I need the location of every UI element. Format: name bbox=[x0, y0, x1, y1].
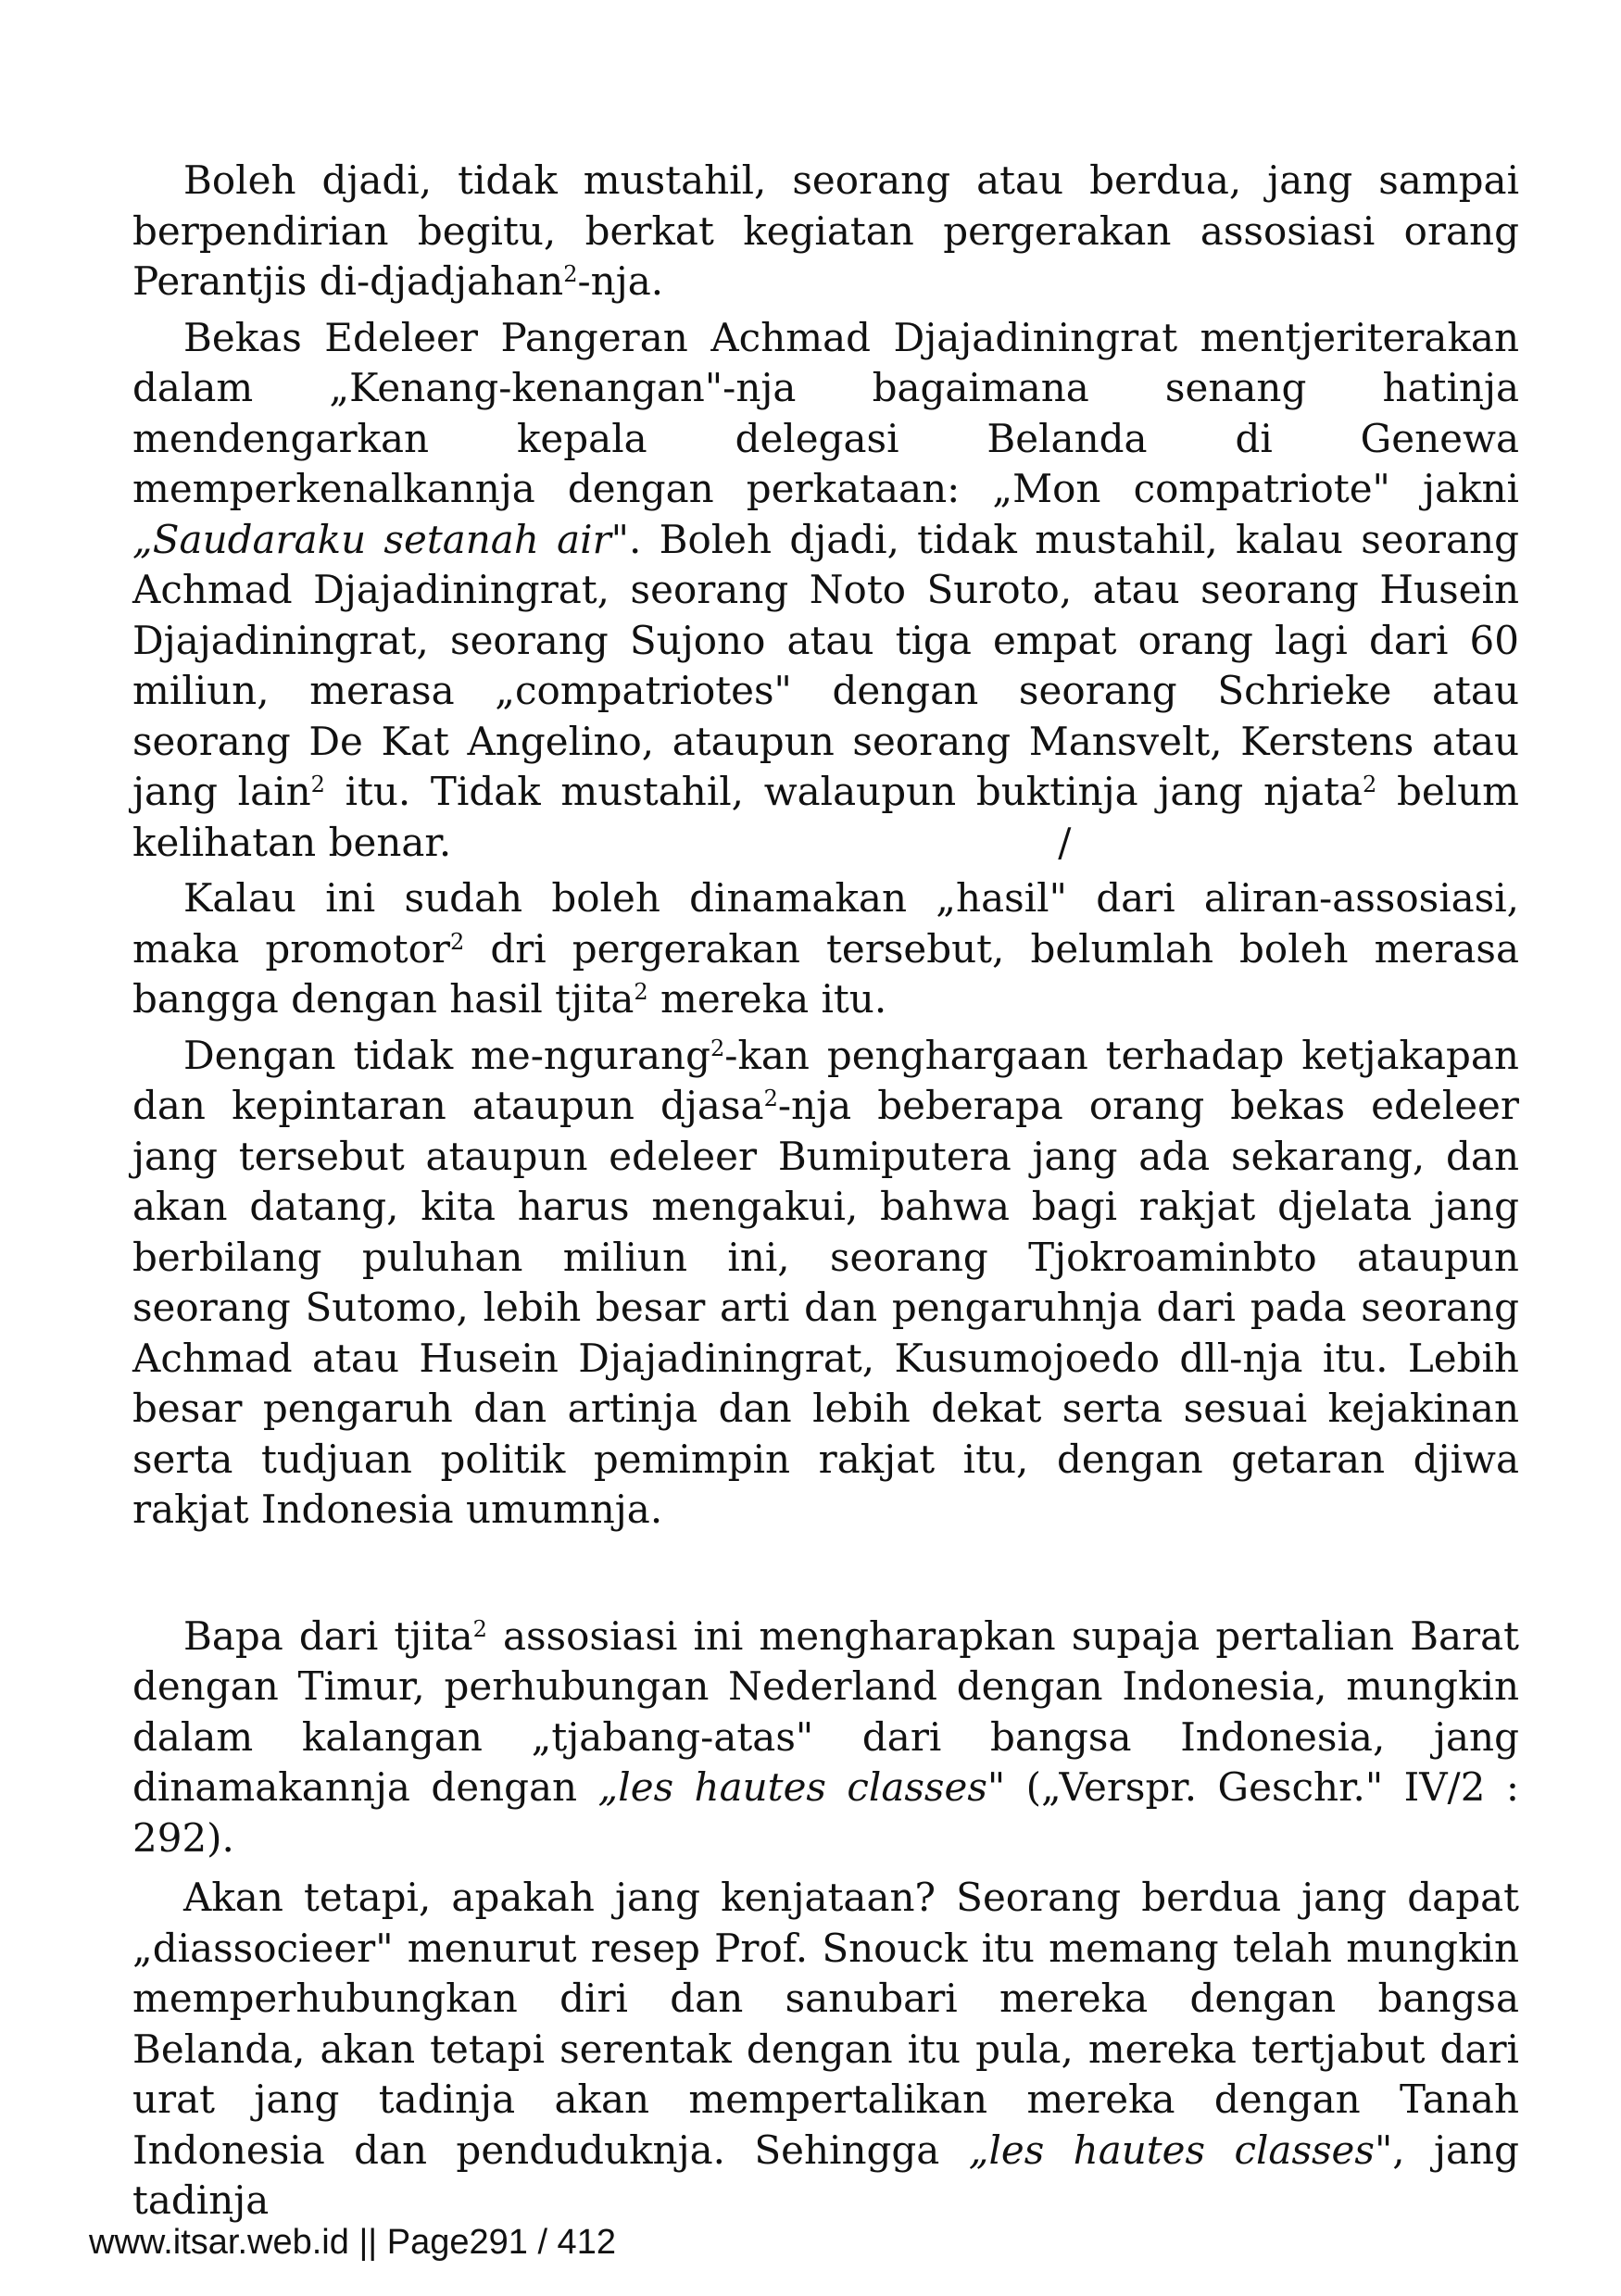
text-run: Bekas Edeleer Pangeran Achmad Djajadiningrat mentjeriterakan dalam „Kenang-kenangan"-nja bagaimana senang hatinja mendengarkan kepala delegasi Belanda di Genewa memperkenalkannja dengan perkataan: „Mon compatriote" jakni bbox=[132, 314, 1519, 511]
page-footer: www.itsar.web.id || Page291 / 412 bbox=[89, 2223, 616, 2262]
text-run: -kan penghargaan terhadap ketjakapan dan kepintaran ataupun djasa bbox=[132, 1032, 1519, 1128]
paragraph-5 bbox=[132, 1612, 1519, 1864]
italic-phrase: „les hautes classes bbox=[968, 2127, 1375, 2173]
italic-phrase: „les hautes classes bbox=[597, 1764, 987, 1810]
text-run: belum kelihatan benar. bbox=[132, 769, 1520, 865]
paragraph-1 bbox=[132, 156, 1519, 307]
superscript-two: 2 bbox=[472, 1615, 487, 1642]
text-run: Kalau ini sudah boleh dinamakan „hasil" dari aliran-assosiasi, maka promotor bbox=[132, 875, 1519, 972]
superscript-two: 2 bbox=[563, 261, 578, 287]
superscript-two: 2 bbox=[634, 979, 648, 1005]
text-run: itu. Tidak mustahil, walaupun buktinja jang njata bbox=[324, 769, 1363, 814]
text-run: -nja beberapa orang bekas edeleer jang tersebut ataupun edeleer Bumiputera jang ada sekarang, dan akan datang, kita harus mengakui, bahwa bagi rakjat djelata jang berbilang puluhan miliun ini, seorang Tjokroaminbto ataupun seorang Sutomo, lebih besar arti dan pengaruhnja dari pada seorang Achmad atau Husein Djajadiningrat, Kusumojoedo dll-nja itu. Lebih besar pengaruh dan artinja dan lebih dekat serta sesuai kejakinan serta tudjuan politik pemimpin rakjat itu, dengan getaran djiwa rakjat Indonesia umumnja. bbox=[132, 1083, 1519, 1532]
slash-mark: / bbox=[1058, 819, 1072, 865]
text-run: assosiasi ini mengharapkan supaja pertalian Barat dengan Timur, perhubungan Nederland dengan Indonesia, mungkin dalam kalangan „tjabang-atas" dari bangsa Indonesia, jang dinamakannja dengan bbox=[132, 1612, 1519, 1810]
text-run: Boleh djadi, tidak mustahil, seorang atau berdua, jang sampai berpendirian begitu, berkat kegiatan pergerakan assosiasi orang Perantjis di-djadjahan bbox=[132, 157, 1519, 304]
text-run: " („Verspr. Geschr." IV/2 : 292). bbox=[132, 1764, 1519, 1861]
paragraph-4 bbox=[132, 1031, 1519, 1536]
text-run: ", jang tadinja bbox=[132, 2127, 1519, 2223]
text-run: Dengan tidak me-ngurang bbox=[183, 1032, 710, 1078]
paragraph-6 bbox=[132, 1873, 1519, 2227]
superscript-two: 2 bbox=[1363, 772, 1377, 797]
paragraph-2 bbox=[132, 313, 1519, 869]
superscript-two: 2 bbox=[450, 928, 465, 955]
superscript-two: 2 bbox=[710, 1035, 725, 1061]
text-run: mereka itu. bbox=[647, 976, 887, 1022]
text-run: dri pergerakan tersebut, belumlah boleh merasa bangga dengan hasil tjita bbox=[132, 925, 1519, 1022]
text-run: -nja. bbox=[577, 258, 664, 304]
paragraph-3 bbox=[132, 873, 1519, 1025]
text-run: ". Boleh djadi, tidak mustahil, kalau seorang Achmad Djajadiningrat, seorang Noto Suroto, atau seorang Husein Djajadiningrat, seorang Sujono atau tiga empat orang lagi dari 60 miliun, merasa „compatriotes" dengan seorang Schrieke atau seorang De Kat Angelino, ataupun seorang Mansvelt, Kerstens atau jang lain bbox=[132, 516, 1519, 814]
text-run: Bapa dari tjita bbox=[183, 1612, 473, 1659]
text-run: Akan tetapi, apakah jang kenjataan? Seorang berdua jang dapat „diassocieer" menurut resep Prof. Snouck itu memang telah mungkin memperhubungkan diri dan sanubari mereka dengan bangsa Belanda, akan tetapi serentak dengan itu pula, mereka tertjabut dari urat jang tadinja akan mempertalikan mereka dengan Tanah Indonesia dan penduduknja. Sehingga bbox=[132, 1875, 1519, 2173]
page-body bbox=[132, 156, 1519, 2227]
italic-phrase: „Saudaraku setanah air bbox=[132, 516, 611, 562]
superscript-two: 2 bbox=[763, 1085, 778, 1111]
superscript-two: 2 bbox=[310, 772, 325, 797]
